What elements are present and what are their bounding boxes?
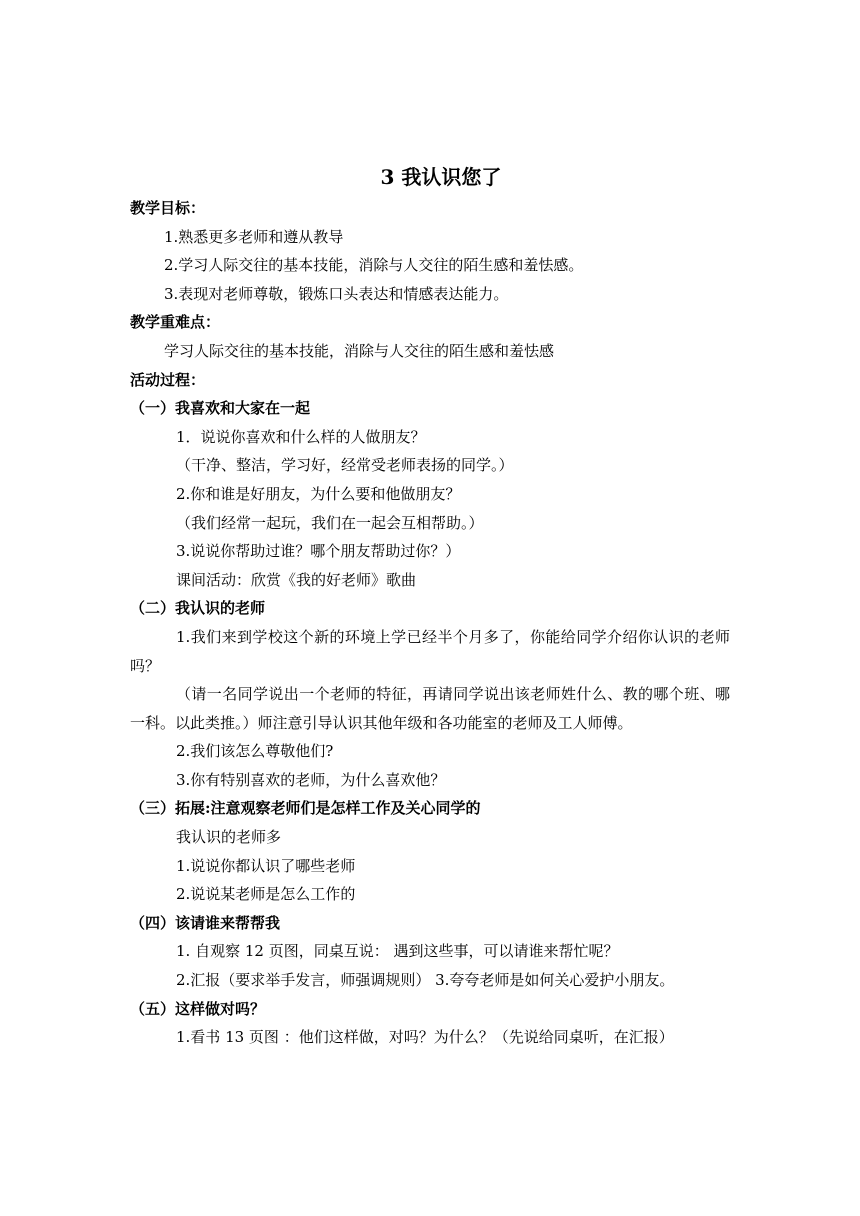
section-1-line: 3.说说你帮助过谁？哪个朋友帮助过你？）: [176, 542, 461, 561]
section-4-line: 1. 自观察 12 页图，同桌互说： 遇到这些事，可以请谁来帮忙呢？: [176, 942, 619, 961]
section-3-line: 我认识的老师多: [176, 828, 282, 847]
section-2-paragraph: （请一名同学说出一个老师的特征，再请同学说出该老师姓什么、教的哪个班、哪一科。以此类推。）师注意引导认识其他年级和各功能室的老师及工人师傅。: [130, 685, 730, 732]
section-2-line: 2.我们该怎么尊敬他们?: [176, 742, 334, 761]
section-1-line: 课间活动：欣赏《我的好老师》歌曲: [176, 570, 417, 589]
goal-item: 1.熟悉更多老师和遵从教导: [164, 227, 344, 246]
section-1-line: 2.你和谁是好朋友，为什么要和他做朋友？: [176, 484, 461, 503]
section-2-heading: （二）我认识的老师: [130, 599, 266, 618]
goals-heading: 教学目标：: [130, 199, 206, 217]
section-5-heading: （五）这样做对吗？: [130, 999, 266, 1018]
section-1-line: 1．说说你喜欢和什么样的人做朋友？: [176, 427, 426, 446]
document-page: [130, 160, 730, 1052]
section-3-line: 2.说说某老师是怎么工作的: [176, 885, 356, 904]
key-points-text: 学习人际交往的基本技能，消除与人交往的陌生感和羞怯感: [164, 341, 555, 360]
goal-item: 3.表现对老师尊敬，锻炼口头表达和情感表达能力。: [164, 284, 509, 303]
document-title: 3 我认识您了: [380, 165, 502, 189]
section-2-paragraph: 1.我们来到学校这个新的环境上学已经半个月多了，你能给同学介绍你认识的老师吗？: [130, 627, 730, 675]
section-5-line: 1.看书 13 页图 ：他们这样做，对吗？为什么？（先说给同桌听，在汇报）: [176, 1028, 674, 1047]
section-3-heading: （三）拓展:注意观察老师们是怎样工作及关心同学的: [130, 799, 481, 818]
section-1-line: （干净、整洁，学习好，经常受老师表扬的同学。）: [176, 456, 514, 475]
section-1-line: （我们经常一起玩，我们在一起会互相帮助。）: [176, 513, 484, 532]
section-2-line: 3.你有特别喜欢的老师，为什么喜欢他？: [176, 770, 446, 789]
section-3-line: 1.说说你都认识了哪些老师: [176, 856, 356, 875]
section-4-heading: （四）该请谁来帮帮我: [130, 913, 281, 932]
process-heading: 活动过程：: [130, 370, 206, 389]
section-1-heading: （一）我喜欢和大家在一起: [130, 399, 311, 418]
goal-item: 2.学习人际交往的基本技能，消除与人交往的陌生感和羞怯感。: [164, 256, 584, 275]
key-points-heading: 教学重难点：: [130, 313, 221, 332]
section-4-line: 2.汇报（要求举手发言，师强调规则） 3.夸夸老师是如何关心爱护小朋友。: [176, 971, 675, 990]
